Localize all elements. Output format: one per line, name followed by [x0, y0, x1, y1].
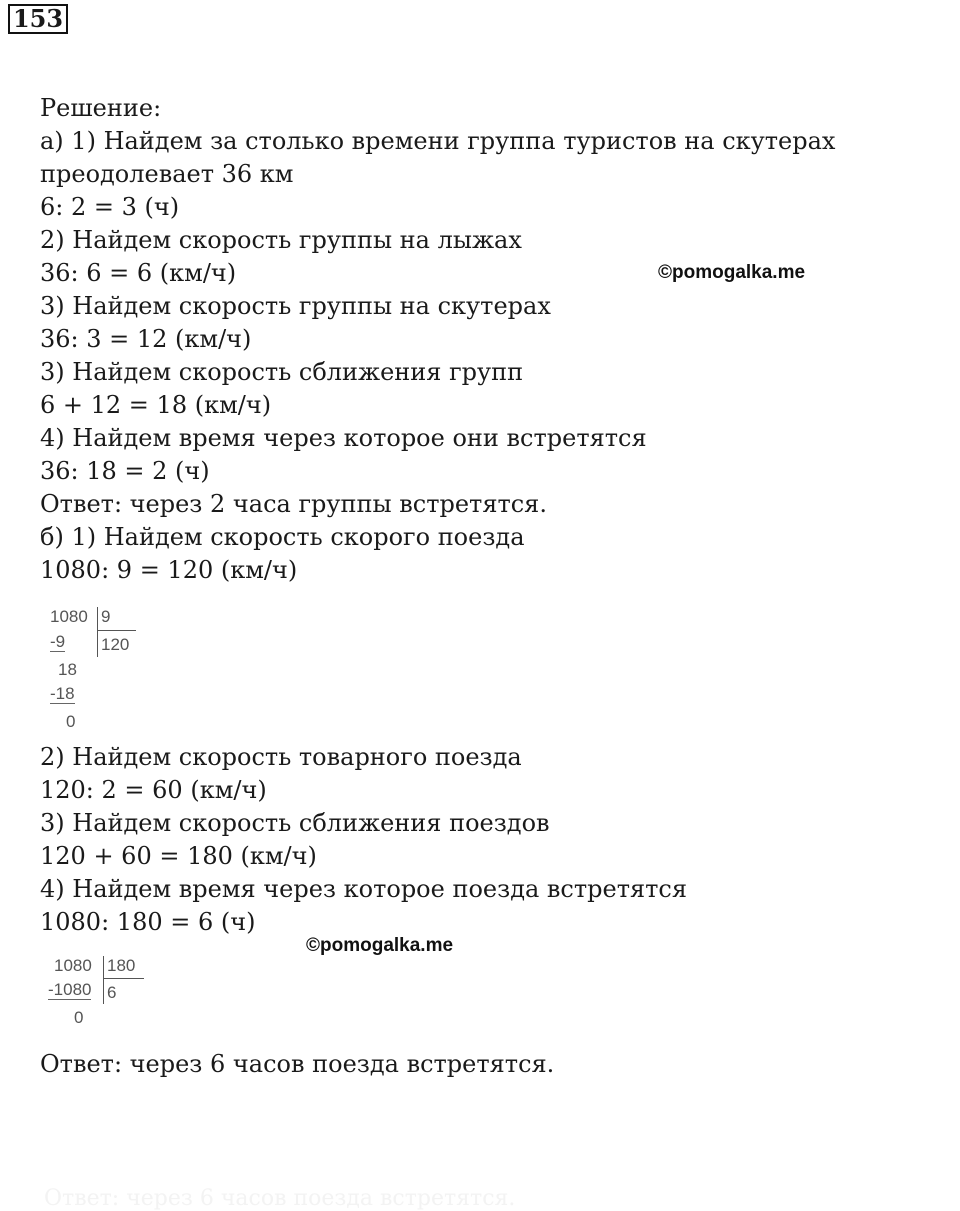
- division-divisor: 9: [101, 607, 111, 626]
- equation-line: 36: 3 = 12 (км/ч): [40, 325, 252, 353]
- equation-line: 1080: 9 = 120 (км/ч): [40, 556, 298, 584]
- equation-line: 120: 2 = 60 (км/ч): [40, 776, 267, 804]
- equation-line: 120 + 60 = 180 (км/ч): [40, 842, 317, 870]
- solution-heading: Решение:: [40, 94, 162, 122]
- text-line: 3) Найдем скорость сближения групп: [40, 358, 524, 386]
- equation-line: 6: 2 = 3 (ч): [40, 193, 180, 221]
- division-step: 0: [74, 1008, 84, 1027]
- text-line: 3) Найдем скорость группы на скутерах: [40, 292, 551, 320]
- text-line: 2) Найдем скорость группы на лыжах: [40, 226, 522, 254]
- equation-line: 36: 6 = 6 (км/ч): [40, 259, 237, 287]
- text-line: 4) Найдем время через которое они встретятся: [40, 424, 647, 452]
- division-step: -18: [50, 684, 75, 703]
- division-quotient: 120: [101, 635, 130, 654]
- division-line: [98, 630, 136, 631]
- division-step: 18: [58, 660, 77, 679]
- division-line: [104, 978, 144, 979]
- watermark: ©pomogalka.me: [658, 262, 806, 283]
- text-line: 4) Найдем время через которое поезда встретятся: [40, 875, 687, 903]
- text-line: 3) Найдем скорость сближения поездов: [40, 809, 550, 837]
- text-line: б) 1) Найдем скорость скорого поезда: [40, 523, 525, 551]
- text-line: а) 1) Найдем за столько времени группа туристов на скутерах: [40, 127, 836, 155]
- division-bar: [97, 607, 98, 657]
- equation-line: 6 + 12 = 18 (км/ч): [40, 391, 272, 419]
- equation-line: 1080: 180 = 6 (ч): [40, 908, 256, 936]
- division-dividend: 1080: [50, 607, 88, 626]
- text-line: преодолевает 36 км: [40, 160, 294, 188]
- division-quotient: 6: [107, 983, 117, 1002]
- division-step: 0: [66, 712, 76, 731]
- text-line: 2) Найдем скорость товарного поезда: [40, 743, 522, 771]
- division-bar: [103, 956, 104, 1004]
- division-step: -1080: [48, 980, 92, 999]
- division-dividend: 1080: [54, 956, 92, 975]
- problem-number: 153: [8, 4, 68, 34]
- division-step: -9: [50, 632, 66, 651]
- answer-line: Ответ: через 2 часа группы встретятся.: [40, 490, 547, 518]
- division-divisor: 180: [107, 956, 136, 975]
- equation-line: 36: 18 = 2 (ч): [40, 457, 210, 485]
- faded-text: Ответ: через 6 часов поезда встретятся.: [44, 1186, 516, 1211]
- answer-line: Ответ: через 6 часов поезда встретятся.: [40, 1050, 555, 1078]
- watermark: ©pomogalka.me: [306, 935, 454, 956]
